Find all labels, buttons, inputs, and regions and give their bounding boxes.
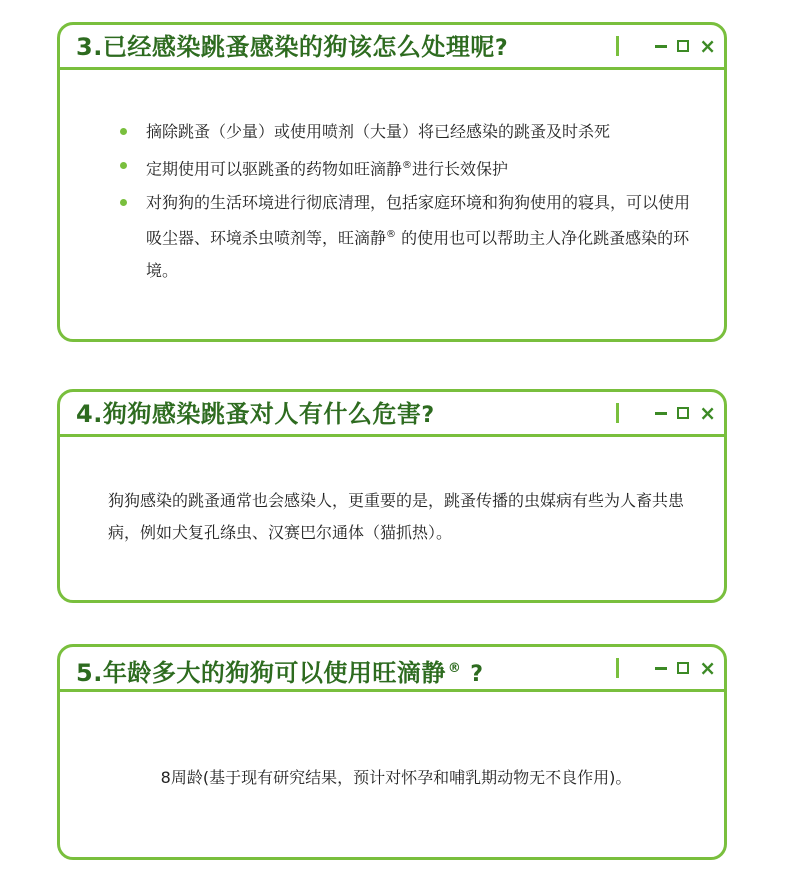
list-item-text: 进行长效保护	[412, 159, 509, 179]
minimize-icon[interactable]	[655, 412, 667, 415]
list-item-text: 定期使用可以驱跳蚤的药物如旺滴静	[146, 159, 403, 179]
card-title-text: 4.狗狗感染跳蚤对人有什么危害	[76, 400, 422, 428]
maximize-icon[interactable]	[677, 662, 689, 674]
list-item-text: 摘除跳蚤（少量）或使用喷剂（大量）将已经感染的跳蚤及时杀死	[146, 122, 611, 141]
card-title	[76, 647, 483, 689]
list-item-text: 的使用也可以帮助主人净化跳蚤感染的环境。	[146, 228, 690, 280]
faq-card-5	[57, 644, 727, 860]
text-cursor-icon	[616, 658, 619, 678]
answer-text: 狗狗感染的跳蚤通常也会感染人，更重要的是，跳蚤传播的虫媒病有些为人畜共患病，例如犬复孔绦虫、汉赛巴尔通体（猫抓热）。	[108, 491, 685, 542]
card-title-text: 5.年龄多大的狗狗可以使用旺滴静	[76, 659, 446, 687]
registered-mark: ®	[447, 661, 462, 676]
maximize-icon[interactable]	[677, 407, 689, 419]
close-icon[interactable]: ×	[699, 656, 716, 680]
maximize-icon[interactable]	[677, 40, 689, 52]
close-icon[interactable]: ×	[699, 401, 716, 425]
close-icon[interactable]: ×	[699, 34, 716, 58]
registered-mark: ®	[402, 160, 413, 171]
registered-mark: ®	[386, 229, 397, 241]
card-title-bar	[60, 647, 724, 692]
card-content	[60, 692, 724, 794]
text-cursor-icon	[616, 403, 619, 423]
window-controls	[651, 25, 716, 67]
list-item-text: 对狗狗的生活环境进行彻底清理，包括家庭环境和狗狗使用的寝具，可以使用吸尘器、环境杀虫喷剂等，旺滴静	[146, 193, 691, 248]
card-title-text: 3.已经感染跳蚤感染的狗该怎么处理呢	[76, 33, 495, 61]
card-title-bar	[60, 392, 724, 437]
card-title-bar	[60, 25, 724, 70]
card-content	[60, 70, 724, 287]
answer-text: 8周龄(基于现有研究结果，预计对怀孕和哺乳期动物无不良作用)。	[160, 768, 632, 787]
faq-card-4	[57, 389, 727, 603]
bullet-list	[60, 70, 724, 287]
window-controls	[651, 647, 716, 689]
window-controls	[651, 392, 716, 434]
list-item	[118, 150, 694, 185]
minimize-icon[interactable]	[655, 667, 667, 670]
question-mark: ?	[494, 36, 509, 61]
card-title	[76, 25, 508, 67]
card-title	[76, 392, 435, 434]
question-mark: ?	[470, 662, 484, 687]
faq-card-3	[57, 22, 727, 342]
card-content	[60, 437, 724, 549]
list-item	[118, 187, 694, 286]
minimize-icon[interactable]	[655, 45, 667, 48]
list-item	[118, 116, 694, 148]
text-cursor-icon	[616, 36, 619, 56]
question-mark: ?	[421, 403, 435, 428]
